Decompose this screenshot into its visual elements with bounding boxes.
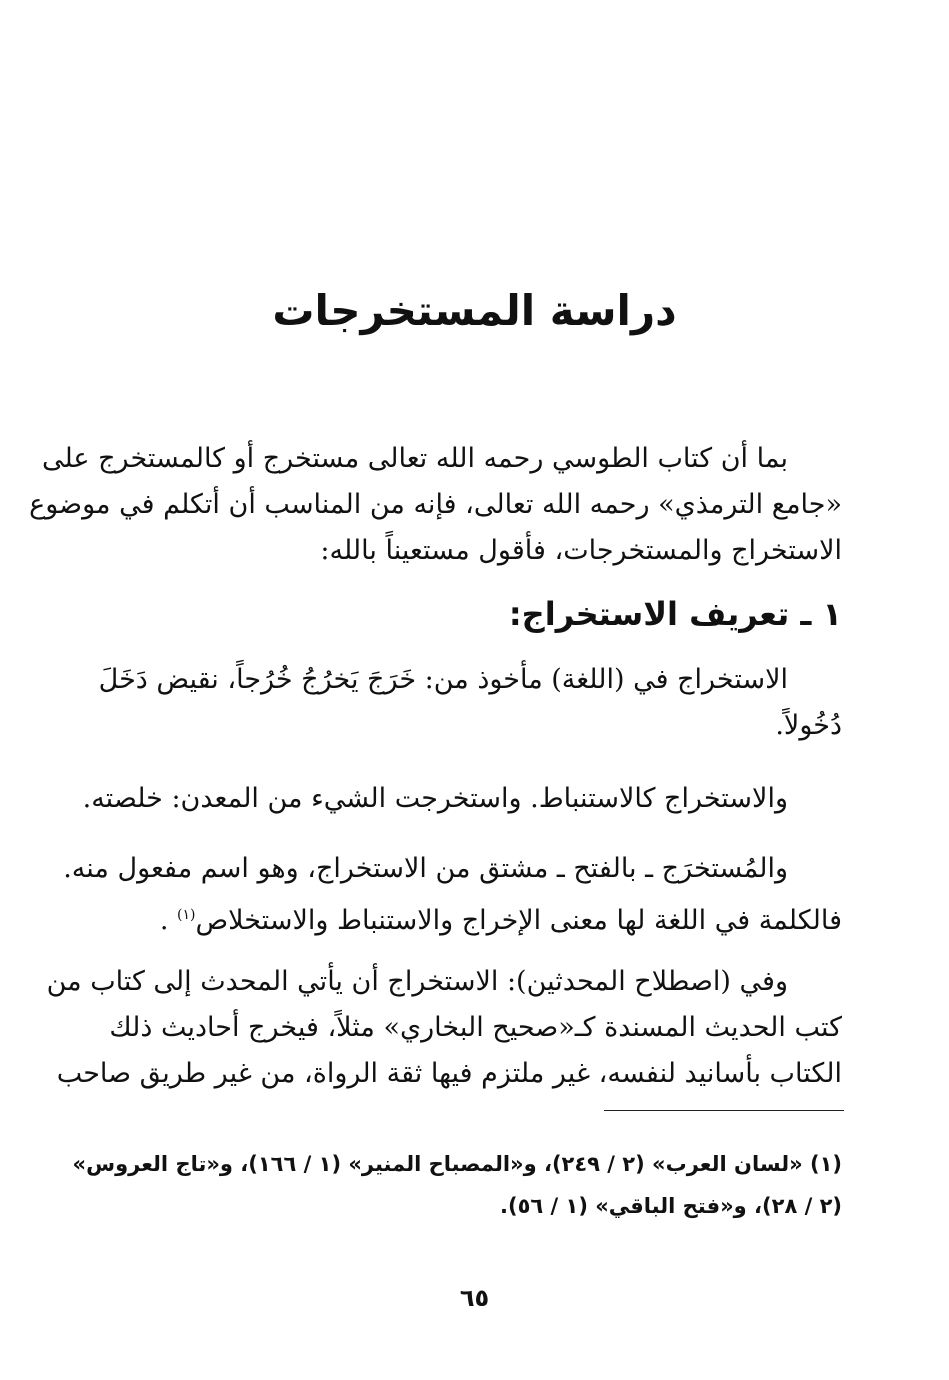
page-number: ٦٥ bbox=[459, 1284, 490, 1312]
paragraph-line: كتب الحديث المسندة كـ«صحيح البخاري» مثلاً، فيخرج أحاديث ذلك bbox=[109, 1012, 842, 1043]
intro-line-1: بما أن كتاب الطوسي رحمه الله تعالى مستخرج أو كالمستخرج على bbox=[41, 443, 788, 474]
section-heading: ١ ـ تعريف الاستخراج: bbox=[508, 595, 842, 633]
footnote-line-1: (١) «لسان العرب» (٢ / ٢٤٩)، و«المصباح المنير» (١ / ١٦٦)، و«تاج العروس» bbox=[72, 1152, 842, 1176]
intro-paragraph bbox=[29, 436, 842, 574]
technical-definition-paragraph bbox=[46, 959, 842, 1097]
paragraph-text: فالكلمة في اللغة لها معنى الإخراج والاستنباط والاستخلاص bbox=[195, 905, 842, 936]
istinbat-paragraph bbox=[82, 776, 842, 822]
footnotes bbox=[72, 1143, 842, 1227]
paragraph-line: والاستخراج كالاستنباط. واستخرجت الشيء من المعدن: خلصته. bbox=[82, 783, 788, 814]
linguistic-definition-paragraph bbox=[98, 657, 842, 749]
paragraph-line bbox=[122, 892, 842, 944]
footnote-line-2: (٢ / ٢٨)، و«فتح الباقي» (١ / ٥٦). bbox=[499, 1194, 842, 1218]
paragraph-line: والمُستخرَج ـ بالفتح ـ مشتق من الاستخراج، وهو اسم مفعول منه. bbox=[63, 853, 788, 884]
paragraph-line: الكتاب بأسانيد لنفسه، غير ملتزم فيها ثقة الرواة، من غير طريق صاحب bbox=[56, 1058, 842, 1089]
paragraph-line: الاستخراج في (اللغة) مأخوذ من: خَرَجَ يَخرُجُ خُرُجاً، نقيض دَخَلَ bbox=[98, 664, 788, 695]
page-title: دراسة المستخرجات bbox=[272, 286, 677, 335]
footnote-reference: (١) bbox=[177, 907, 196, 923]
footnote-separator bbox=[604, 1110, 844, 1111]
intro-line-2: «جامع الترمذي» رحمه الله تعالى، فإنه من المناسب أن أتكلم في موضوع bbox=[29, 489, 842, 520]
paragraph-end: . bbox=[159, 905, 169, 936]
intro-line-3: الاستخراج والمستخرجات، فأقول مستعيناً بالله: bbox=[320, 535, 842, 566]
paragraph-line: وفي (اصطلاح المحدثين): الاستخراج أن يأتي المحدث إلى كتاب من bbox=[46, 966, 788, 997]
paragraph-line: دُخُولاً. bbox=[775, 710, 842, 741]
mustakhraj-paragraph bbox=[63, 846, 842, 944]
